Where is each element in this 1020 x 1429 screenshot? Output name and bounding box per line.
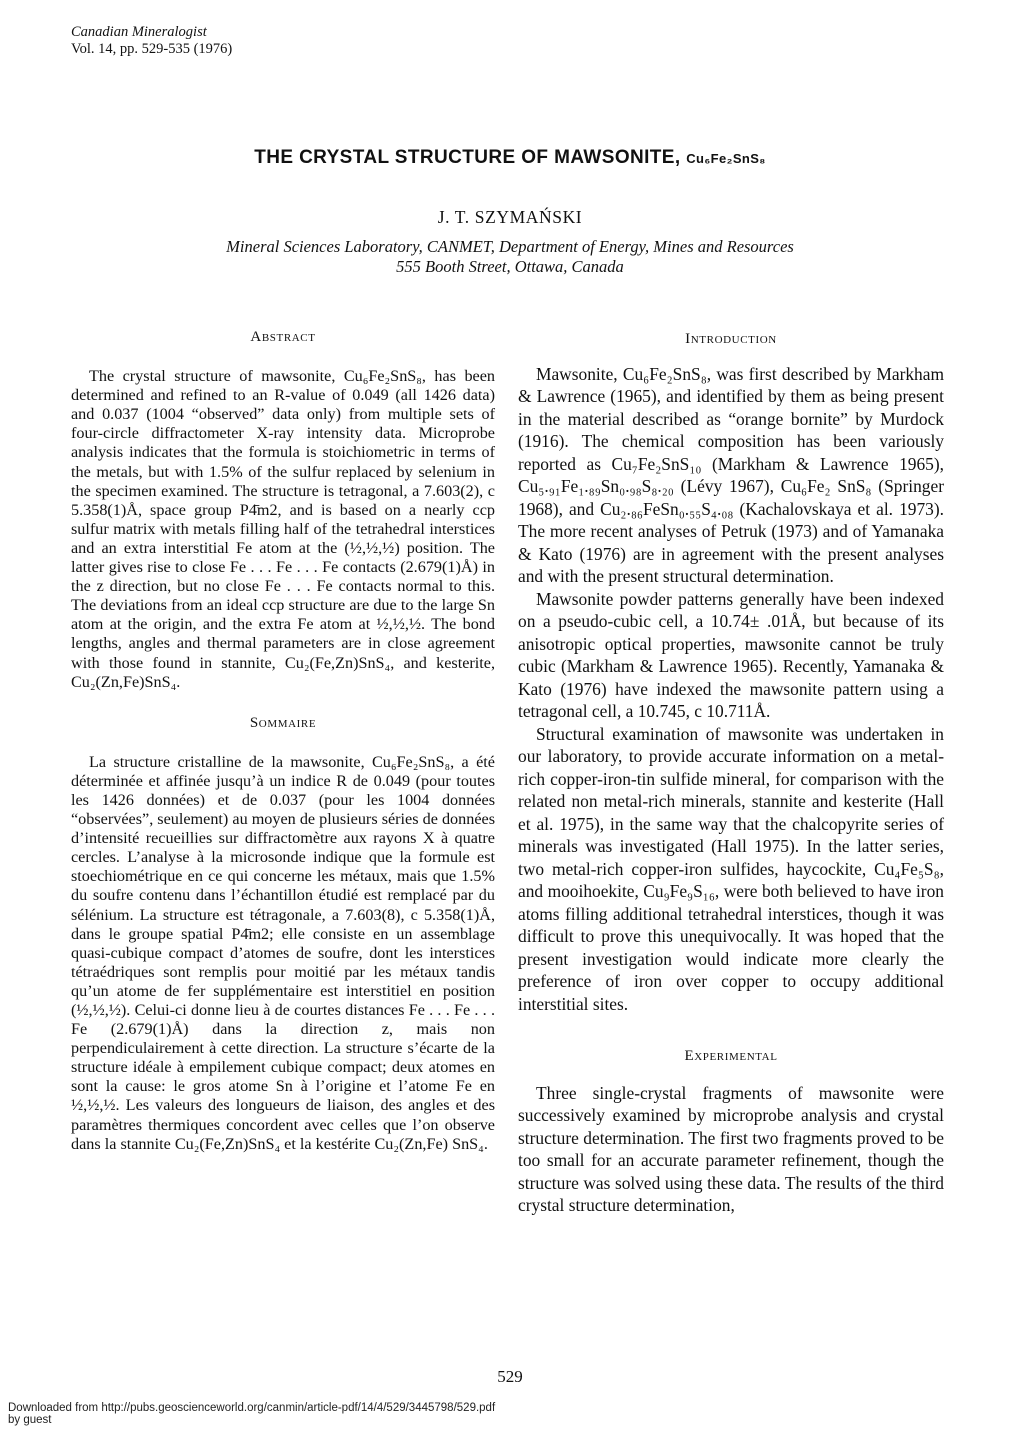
abstract-text: The crystal structure of mawsonite, Cu₆Fe₂SnS₈, has been determined and refined to an R-value of 0.049 (all 1426 data) and 0.037 (1004 “observed” data only) from multiple sets of four-circle diffractometer X-ray intensity data. Microprobe analysis indicates that the formula is stoichiometric in terms of the metals, but with 1.5% of the sulfur replaced by selenium in the specimen examined. The structure is tetragonal, a 7.603(2), c 5.358(1)Å, space group P4̄m2, and is based on a nearly ccp sulfur matrix with metals filling half of the tetrahedral interstices and an extra interstitial Fe atom at the (½,½,½) position. The latter gives rise to close Fe . . . Fe . . . Fe contacts (2.679(1)Å) in the z direction, but no close Fe . . . Fe contacts normal to this. The deviations from an ideal ccp structure are due to the large Sn atom at the origin, and the extra Fe atom at ½,½,½. The bond lengths, angles and thermal parameters are in close agreement with those found in stannite, Cu₂(Fe,Zn)SnS₄, and kesterite, Cu₂(Zn,Fe)SnS₄.: [71, 367, 495, 691]
introduction-paragraph-1: Mawsonite, Cu₆Fe₂SnS₈, was first described by Markham & Lawrence (1965), and identified by them as being present in the material described as “orange bornite” by Murdock (1916). The chemical composition has been variously reported as Cu₇Fe₂SnS₁₀ (Markham & Lawrence 1965), Cu₅.₉₁Fe₁.₈₉Sn₀.₉₈S₈.₂₀ (Lévy 1967), Cu₆Fe₂ SnS₈ (Springer 1968), and Cu₂.₈₆FeSn₀.₅₅S₄.₀₈ (Kachalovskaya et al. 1973). The more recent analyses of Petruk (1973) and of Yamanaka & Kato (1976) are in agreement with the present analyses and with the present structural determination.: [518, 363, 944, 586]
introduction-heading: Introduction: [685, 331, 777, 347]
download-footer: [8, 1402, 495, 1426]
affiliation-line-2: 555 Booth Street, Ottawa, Canada: [396, 257, 624, 276]
introduction-paragraph-3: Structural examination of mawsonite was undertaken in our laboratory, to provide accurate information on a metal-rich copper-iron-tin sulfide mineral, for comparison with the related non metal-rich minerals, stannite and kesterite (Hall et al. 1975), in the same way that the chalcopyrite series of minerals was investigated (Hall 1975). In the latter series, two metal-rich copper-iron sulfides, haycockite, Cu₄Fe₅S₈, and mooihoekite, Cu₉Fe₉S₁₆, were both believed to have iron atoms filling additional tetrahedral interstices, though it was difficult to prove this unequivocally. It was hoped that the present investigation would indicate more clearly the preference of iron over copper to occupy additional interstitial sites.: [518, 723, 944, 1014]
page-number: 529: [497, 1367, 523, 1386]
sommaire-heading: Sommaire: [249, 714, 317, 731]
footer-line-2: by guest: [8, 1414, 52, 1426]
affiliation: [0, 237, 1020, 277]
article-title: [0, 147, 1020, 169]
journal-header: [71, 24, 232, 58]
sommaire-text: La structure cristalline de la mawsonite, Cu₆Fe₂SnS₈, a été déterminée et affinée jusqu’à un indice R de 0.049 (pour toutes les 1426 données) et de 0.037 (pour les 1004 données “observées”, seulement) au moyen de plusieurs séries de données d’intensité recueillies sur diffractomètre aux rayons X à quatre cercles. L’analyse à la microsonde indique que la formule est stoechiométrique en ce qui concerne les métaux, mais que 1.5% du soufre contenu dans l’échantillon étudié est remplacé par du sélénium. La structure est tétragonale, a 7.603(8), c 5.358(1)Å, dans le groupe spatial P4̄m2; elle consiste en un assemblage quasi-cubique compact d’atomes de soufre, dont les interstices tétraédriques sont remplis pour moitié par les métaux tandis qu’un atome de fer supplémentaire est interstitiel en position (½,½,½). Celui-ci donne lieu à de courtes distances Fe . . . Fe . . . Fe (2.679(1)Å) dans la direction z, mais non perpendiculairement à cette direction. La structure s’écarte de la structure idéale à empilement cubique compact; deux atomes en sont la cause: le gros atome Sn à l’origine et l’atome Fe en ½,½,½. Les valeurs des longueurs de liaison, des angles et des paramètres thermiques concordent avec celles que l’on observe dans la stannite Cu₂(Fe,Zn)SnS₄ et la kestérite Cu₂(Zn,Fe) SnS₄.: [71, 752, 495, 1153]
title-main: THE CRYSTAL STRUCTURE OF MAWSONITE,: [254, 147, 687, 168]
introduction-paragraph-2: Mawsonite powder patterns generally have been indexed on a pseudo-cubic cell, a 10.74± .01Å, but because of its anisotropic optical properties, mawsonite cannot be truly cubic (Markham & Lawrence 1965). Recently, Yamanaka & Kato (1976) have indexed the mawsonite pattern using a tetragonal cell, a 10.745, c 10.711Å.: [518, 588, 944, 721]
author: J. T. SZYMAŃSKI: [437, 207, 583, 227]
abstract-heading: Abstract: [250, 329, 316, 345]
affiliation-line-1: Mineral Sciences Laboratory, CANMET, Department of Energy, Mines and Resources: [226, 237, 794, 256]
title-formula: Cu₆Fe₂SnS₈: [686, 151, 766, 166]
left-column: [71, 328, 495, 1154]
experimental-paragraph-1: Three single-crystal fragments of mawsonite were successively examined by microprobe analysis and crystal structure determination. The first two fragments proved to be too small for an accurate parameter refinement, though the structure was solved using these data. The results of the third crystal structure determination,: [518, 1082, 944, 1215]
right-column: [518, 328, 944, 1217]
experimental-heading: Experimental: [684, 1048, 778, 1064]
footer-line-1: Downloaded from http://pubs.geoscienceworld.org/canmin/article-pdf/14/4/529/3445798/529.pdf: [8, 1402, 496, 1414]
journal-name: Canadian Mineralogist: [71, 24, 207, 40]
journal-volume: Vol. 14, pp. 529-535 (1976): [71, 41, 233, 57]
